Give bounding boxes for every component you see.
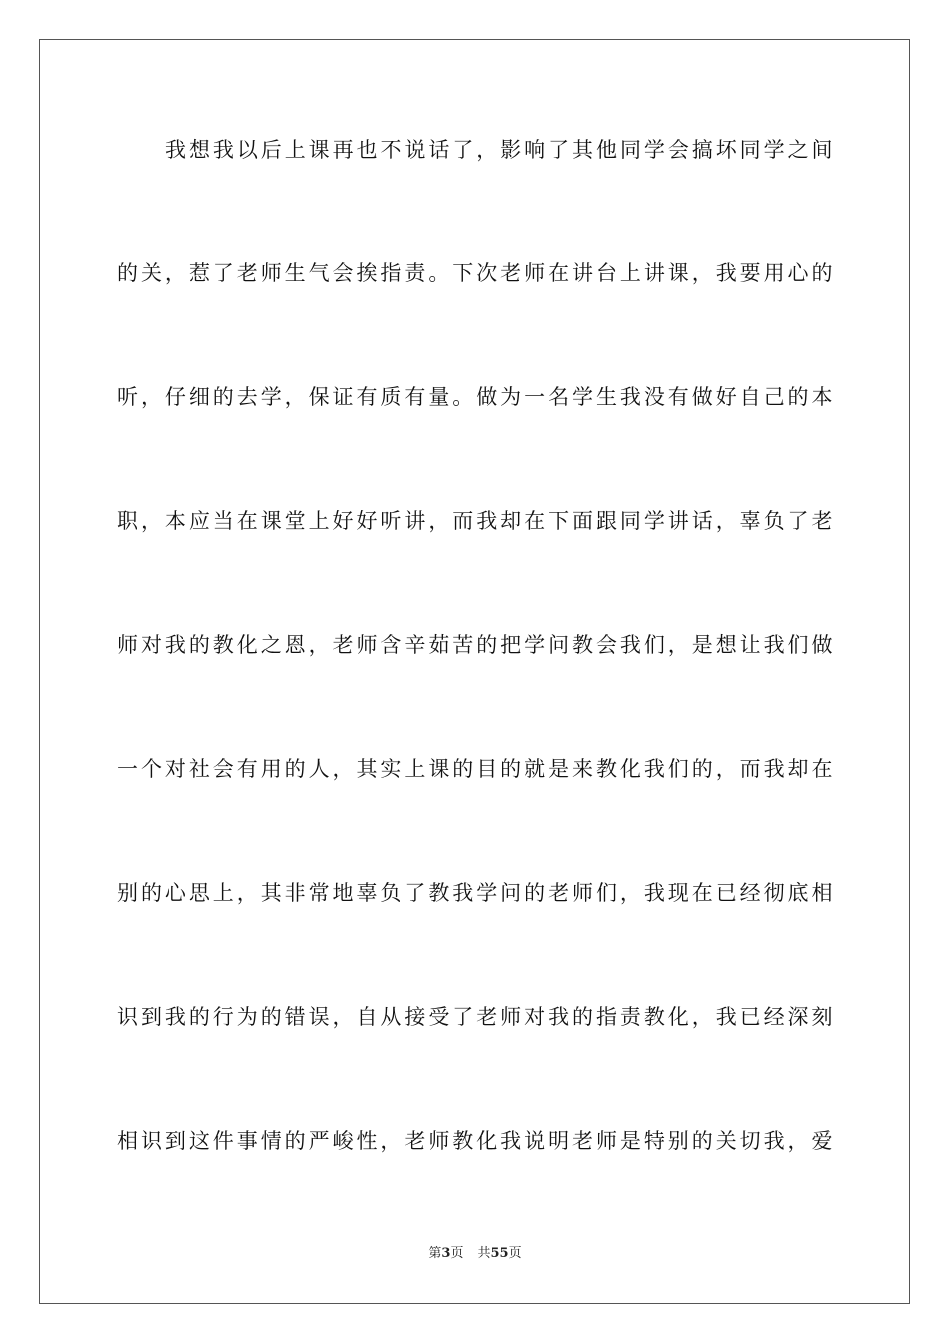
text-line-9: 相识到这件事情的严峻性，老师教化我说明老师是特别的关切我，爱 (117, 1129, 833, 1153)
text-line-5: 师对我的教化之恩，老师含辛茹苦的把学问教会我们，是想让我们做 (117, 633, 833, 657)
page-footer (0, 1244, 950, 1264)
text-line-3: 听，仔细的去学，保证有质有量。做为一名学生我没有做好自己的本 (117, 385, 833, 409)
text-line-6: 一个对社会有用的人，其实上课的目的就是来教化我们的，而我却在 (117, 757, 833, 781)
text-line-8: 识到我的行为的错误，自从接受了老师对我的指责教化，我已经深刻 (117, 1005, 833, 1029)
page-border (39, 39, 910, 1304)
text-line-1: 我想我以后上课再也不说话了，影响了其他同学会搞坏同学之间 (165, 138, 833, 162)
page-suffix: 页 (450, 1246, 464, 1261)
text-line-2: 的关，惹了老师生气会挨指责。下次老师在讲台上讲课，我要用心的 (117, 261, 833, 285)
page-prefix: 第 (428, 1246, 442, 1261)
text-line-4: 职，本应当在课堂上好好听讲，而我却在下面跟同学讲话，辜负了老 (117, 509, 833, 533)
total-pages: 55 (490, 1246, 509, 1261)
total-suffix: 页 (508, 1246, 522, 1261)
text-line-7: 别的心思上，其非常地辜负了教我学问的老师们，我现在已经彻底相 (117, 881, 833, 905)
page-number: 3 (441, 1246, 451, 1261)
total-prefix: 共 (477, 1246, 491, 1261)
